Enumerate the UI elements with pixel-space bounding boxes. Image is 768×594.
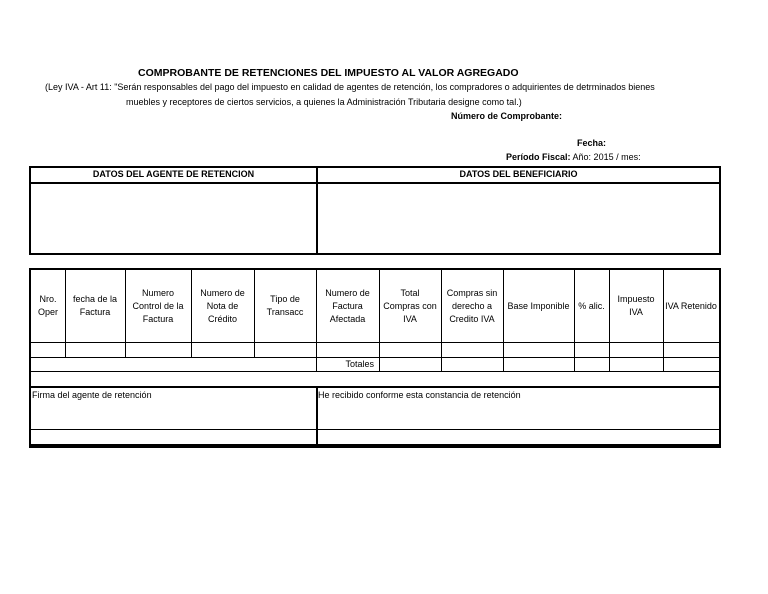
numero-comprobante-label: Número de Comprobante: [451,111,563,121]
law-reference-line-1: (Ley IVA - Art 11: "Serán responsables del pago del impuesto en calidad de agentes de retención, los compradores o adquirientes de detrminados bienes [45,82,655,92]
col-header-factura-afectada: Numero de Factura Afectada [325,287,370,324]
retention-table [29,268,721,448]
col-header-compras-sin-derecho: Compras sin derecho a Credito IVA [446,287,498,324]
agent-signature-label: Firma del agente de retención [32,390,152,400]
row-divider [31,444,719,446]
col-header-iva-retenido: IVA Retenido [665,300,717,311]
parties-vertical-divider [316,168,318,253]
beneficiary-data-header: DATOS DEL BENEFICIARIO [459,169,578,179]
row-divider [31,429,719,430]
law-reference-line-2: muebles y receptores de ciertos servicios, a quienes la Administración Tributaria designe como tal.) [126,97,522,107]
row-divider [31,371,719,372]
col-header-total-compras: Total Compras con IVA [383,287,437,324]
totales-label: Totales [345,359,374,369]
col-header-nro-oper: Nro. Oper [37,294,58,317]
col-header-numero-control: Numero Control de la Factura [132,287,184,324]
col-header-base-imponible: Base Imponible [507,300,570,311]
row-divider [31,357,719,358]
parties-box [29,166,721,255]
fecha-label: Fecha: [577,138,607,148]
parties-header-divider [31,182,719,184]
col-header-impuesto-iva: Impuesto IVA [617,294,655,317]
document-title: COMPROBANTE DE RETENCIONES DEL IMPUESTO AL VALOR AGREGADO [138,67,519,79]
periodo-fiscal-label: Período Fiscal: [506,152,571,162]
row-divider [31,386,719,388]
periodo-fiscal [506,152,641,162]
periodo-fiscal-value: Año: 2015 / mes: [572,152,641,162]
agent-data-header: DATOS DEL AGENTE DE RETENCION [92,169,255,179]
col-header-tipo-transacc: Tipo de Transacc [266,294,304,317]
col-header-nota-credito: Numero de Nota de Crédito [200,287,245,324]
row-divider [31,342,719,343]
col-header-alicuota: % alic. [578,300,605,311]
col-header-fecha-factura: fecha de la Factura [72,294,118,317]
received-conforme-label: He recibido conforme esta constancia de retención [318,390,521,400]
